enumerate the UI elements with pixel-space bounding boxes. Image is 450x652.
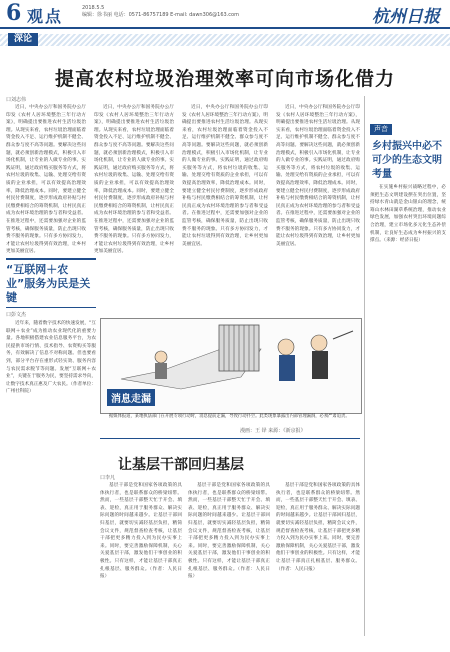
second-byline: 口李凡 [100, 475, 116, 481]
main-headline: 提高农村垃圾治理效率可向市场化借力 [54, 68, 395, 90]
voice-tag: 声音 [370, 124, 392, 135]
main-body-col4: 近日，中央办公厅和国务院办公厅印发《农村人居环境整治三年行动方案》，明确提出要推进农村生活垃圾治理。从现实来看，农村垃圾治理面临着资金投入不足、运行维护机制不健全、群众参与度不高等问题。要解决这些问题，就必须创新治理模式，积极引入市场化机制，让专业的人做专业的事。实践证明，通过政府购买服务等方式，将农村垃圾的收集、运输、处理交给有资质的企业承担，可以有效提高治理效率，降低治理成本。同时，要建立健全村民付费制度，逐步形成政府补贴与村民缴费相结合的筹资机制，让村民真正成为农村环境治理的参与者和受益者。在推进过程中，还需要加强对企业的监管考核，确保服务质量，防止出现只收费不服务的现象。只有多方协同发力，才能让农村垃圾得到有效治理，让乡村更加美丽宜居。 [276, 105, 360, 247]
column-divider [364, 96, 365, 636]
main-byline: 口刘志伟 [6, 97, 27, 103]
page-header [0, 0, 450, 29]
voice-title: 乡村振兴中必不可少的生态文明考量 [372, 141, 442, 180]
section-band [0, 34, 450, 46]
voice-body: 在实施乡村振兴战略过程中，必须把生态文明建设摆在突出位置，坚持绿水青山就是金山银山的理念，统筹山水林田湖草系统治理，推动农业绿色发展，加强农村突出环境问题综合治理，建立市场化多元化生态补偿机制，让良好生态成为乡村振兴的支撑点。（来源：经济日报） [370, 185, 446, 244]
cartoon-title: 消息走漏 [107, 389, 155, 406]
section-title: 观点 [27, 7, 64, 26]
second-body-col2: 基层干部是党和国家各项政策的具体执行者，也是联系群众的桥梁纽带。然而，一些基层干部整天忙于开会、填表、迎检，真正用于服务群众、解决实际问题的时间越来越少。让基层干部回归基层，就要切实减轻基层负担，精简会议文件，规范督查检查考核，让基层干部把更多精力投入到为民办实事上来。同时，要完善激励保障机制，关心关爱基层干部，激发他们干事创业的积极性。只有这样，才能让基层干部真正扎根基层、服务群众。（作者：人民日报） [188, 483, 270, 580]
section-tag: 深论 [8, 33, 38, 46]
page-number: 6 [6, 0, 22, 26]
main-body-col1: 近日，中央办公厅和国务院办公厅印发《农村人居环境整治三年行动方案》，明确提出要推进农村生活垃圾治理。从现实来看，农村垃圾治理面临着资金投入不足、运行维护机制不健全、群众参与度不高等问题。要解决这些问题，就必须创新治理模式，积极引入市场化机制，让专业的人做专业的事。实践证明，通过政府购买服务等方式，将农村垃圾的收集、运输、处理交给有资质的企业承担，可以有效提高治理效率，降低治理成本。同时，要建立健全村民付费制度，逐步形成政府补贴与村民缴费相结合的筹资机制，让村民真正成为农村环境治理的参与者和受益者。在推进过程中，还需要加强对企业的监管考核，确保服务质量，防止出现只收费不服务的现象。只有多方协同发力，才能让农村垃圾得到有效治理，让乡村更加美丽宜居。 [6, 105, 86, 255]
newspaper-masthead: 杭州日报 [372, 7, 440, 27]
cartoon-illustration [100, 318, 362, 414]
cartoon-credit: 漫画：王 铎 来源：《新京报》 [240, 428, 306, 434]
page-date: 2018.5.5 [82, 5, 105, 11]
second-body-col1: 基层干部是党和国家各项政策的具体执行者，也是联系群众的桥梁纽带。然而，一些基层干部整天忙于开会、填表、迎检，真正用于服务群众、解决实际问题的时间越来越少。让基层干部回归基层，就要切实减轻基层负担，精简会议文件，规范督查检查考核，让基层干部把更多精力投入到为民办实事上来。同时，要完善激励保障机制，关心关爱基层干部，激发他们干事创业的积极性。只有这样，才能让基层干部真正扎根基层、服务群众。（作者：人民日报） [100, 483, 182, 580]
sidebar-byline: 口彭文杰 [6, 312, 27, 318]
sidebar-article [6, 258, 96, 652]
sidebar-body: 近年来，随着数字技术的快速发展，“互联网＋农业”成为推动农业现代化的重要力量。各地积极搭建农业信息服务平台，为农民提供市场行情、技术指导、农资购买等服务，有效解决了信息不对称问题。但也要看到，部分平台存在重形式轻实效、服务内容与农民需求脱节等问题。发展“互联网＋农业”，关键在于服务为民，要坚持需求导向，让数字技术真正惠及广大农民。（作者单位：广州社科院） [6, 321, 96, 395]
second-body-col3: 基层干部是党和国家各项政策的具体执行者，也是联系群众的桥梁纽带。然而，一些基层干部整天忙于开会、填表、迎检，真正用于服务群众、解决实际问题的时间越来越少。让基层干部回归基层，就要切实减轻基层负担，精简会议文件，规范督查检查考核，让基层干部把更多精力投入到为民办实事上来。同时，要完善激励保障机制，关心关爱基层干部，激发他们干事创业的积极性。只有这样，才能让基层干部真正扎根基层、服务群众。（作者：人民日报） [276, 483, 360, 572]
cartoon-description: 据媒体报道，某地执法部门在开展专项行动时，消息提前走漏，导致行动扑空。此类现象暴露出内部管理漏洞，必须严肃追责。 [109, 414, 350, 419]
article-divider [100, 438, 360, 439]
editor-contact: 编辑：徐书丽 电话：0571-86757189 E-mail: dawn306@163.com [82, 12, 239, 18]
page-meta [82, 5, 239, 19]
main-body-col3: 近日，中央办公厅和国务院办公厅印发《农村人居环境整治三年行动方案》，明确提出要推进农村生活垃圾治理。从现实来看，农村垃圾治理面临着资金投入不足、运行维护机制不健全、群众参与度不高等问题。要解决这些问题，就必须创新治理模式，积极引入市场化机制，让专业的人做专业的事。实践证明，通过政府购买服务等方式，将农村垃圾的收集、运输、处理交给有资质的企业承担，可以有效提高治理效率，降低治理成本。同时，要建立健全村民付费制度，逐步形成政府补贴与村民缴费相结合的筹资机制，让村民真正成为农村环境治理的参与者和受益者。在推进过程中，还需要加强对企业的监管考核，确保服务质量，防止出现只收费不服务的现象。只有多方协同发力，才能让农村垃圾得到有效治理，让乡村更加美丽宜居。 [182, 105, 268, 247]
main-body-col2: 近日，中央办公厅和国务院办公厅印发《农村人居环境整治三年行动方案》，明确提出要推进农村生活垃圾治理。从现实来看，农村垃圾治理面临着资金投入不足、运行维护机制不健全、群众参与度不高等问题。要解决这些问题，就必须创新治理模式，积极引入市场化机制，让专业的人做专业的事。实践证明，通过政府购买服务等方式，将农村垃圾的收集、运输、处理交给有资质的企业承担，可以有效提高治理效率，降低治理成本。同时，要建立健全村民付费制度，逐步形成政府补贴与村民缴费相结合的筹资机制，让村民真正成为农村环境治理的参与者和受益者。在推进过程中，还需要加强对企业的监管考核，确保服务质量，防止出现只收费不服务的现象。只有多方协同发力，才能让农村垃圾得到有效治理，让乡村更加美丽宜居。 [94, 105, 174, 255]
sidebar-title: “互联网＋农业”服务为民是关键 [6, 258, 96, 308]
second-headline: 让基层干部回归基层 [118, 457, 244, 473]
